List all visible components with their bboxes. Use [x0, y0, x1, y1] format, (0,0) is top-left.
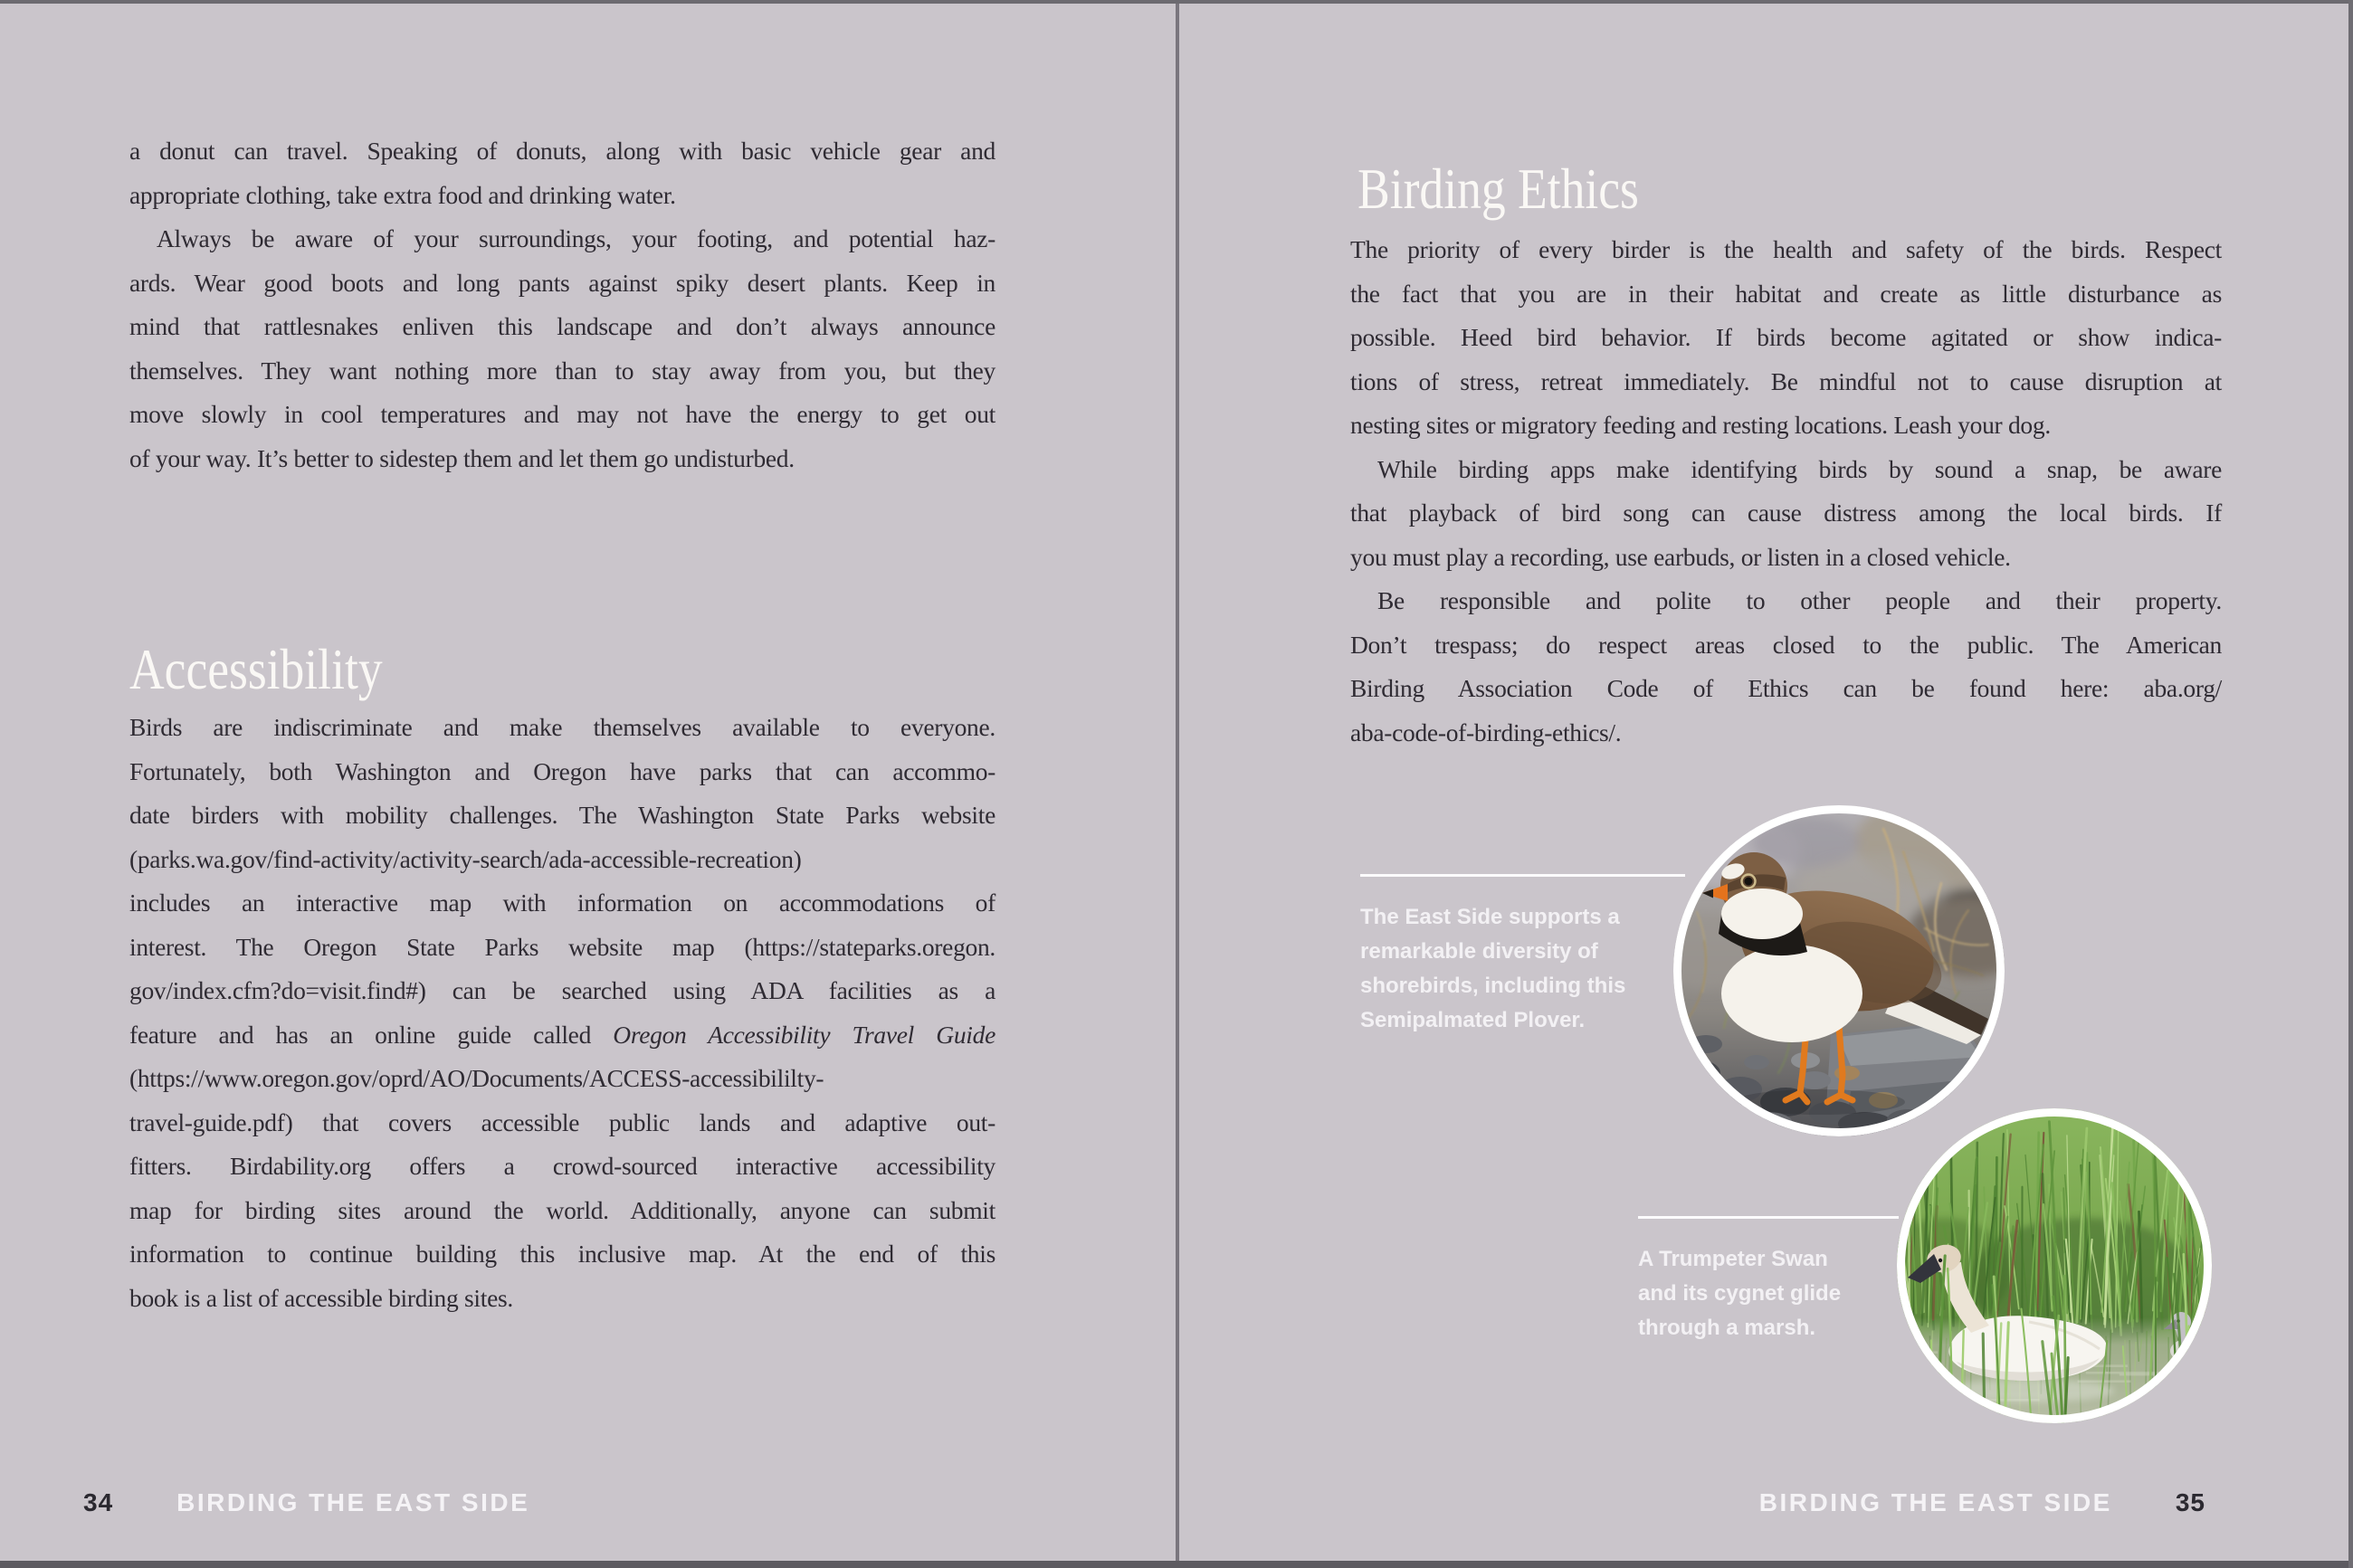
scan-edge-bottom	[0, 1561, 2353, 1568]
text-line: The East Side supports a	[1360, 905, 1620, 929]
text-line: of your way. It’s better to sidestep them and let them go undisturbed.	[129, 443, 795, 472]
text-line: move slowly in cool temperatures and may not have the energy to get out	[129, 400, 996, 428]
text-line: Semipalmated Plover.	[1360, 1008, 1586, 1032]
text-line: travel-guide.pdf) that covers accessible public lands and adaptive out-	[129, 1107, 996, 1136]
scan-edge-right	[2348, 0, 2353, 1568]
text-line: that playback of bird song can cause distress among the local birds. If	[1350, 499, 2222, 527]
right-page-footer	[1759, 1488, 2205, 1517]
text-line: shorebirds, including this	[1360, 974, 1626, 998]
text-line: Be responsible and polite to other people and their property.	[1377, 586, 2222, 614]
text-line: includes an interactive map with information on accommodations of	[129, 889, 996, 917]
semipalmated-plover-photo	[1670, 802, 2008, 1140]
section-heading-birding-ethics: Birding Ethics	[1358, 157, 1639, 222]
text-line: The priority of every birder is the health and safety of the birds. Respect	[1350, 235, 2222, 263]
text-line: tions of stress, retreat immediately. Be mindful not to cause disruption at	[1350, 366, 2222, 395]
caption-rule	[1638, 1216, 1899, 1219]
text-line: and its cygnet glide	[1638, 1281, 1842, 1306]
caption-plover	[1360, 874, 1686, 1038]
scan-edge-top	[0, 0, 2353, 4]
caption-swan	[1638, 1216, 1900, 1345]
running-head: BIRDING THE EAST SIDE	[176, 1488, 530, 1516]
paragraph	[129, 129, 996, 217]
text-line: feature and has an online guide called Oregon Accessibility Travel Guide	[129, 1020, 996, 1049]
text-line: (parks.wa.gov/find-activity/activity-search/ada-accessible-recreation)	[129, 844, 802, 873]
left-body-bottom	[129, 706, 996, 1320]
text-line: remarkable diversity of	[1360, 939, 1598, 964]
paragraph	[129, 217, 996, 480]
page-number: 35	[2175, 1488, 2205, 1516]
section-heading-accessibility: Accessibility	[129, 638, 383, 702]
text-line: aba-code-of-birding-ethics/.	[1350, 717, 1622, 746]
paragraph	[129, 706, 996, 1320]
text-line: gov/index.cfm?do=visit.find#) can be searched using ADA facilities as a	[129, 976, 996, 1004]
text-line: Don’t trespass; do respect areas closed to the public. The American	[1350, 630, 2222, 659]
left-page-footer	[83, 1488, 529, 1517]
page-number: 34	[83, 1488, 114, 1516]
caption-rule	[1360, 874, 1685, 877]
text-line: fitters. Birdability.org offers a crowd-sourced interactive accessibility	[129, 1152, 996, 1180]
running-head: BIRDING THE EAST SIDE	[1758, 1488, 2112, 1516]
text-line: mind that rattlesnakes enliven this landscape and don’t always announce	[129, 312, 996, 340]
text-line: ards. Wear good boots and long pants against spiky desert plants. Keep in	[129, 268, 996, 297]
text-line: nesting sites or migratory feeding and resting locations. Leash your dog.	[1350, 411, 2051, 439]
text-line: information to continue building this inclusive map. At the end of this	[129, 1240, 996, 1268]
text-line: Birding Association Code of Ethics can be found here: aba.org/	[1350, 674, 2222, 702]
text-line: themselves. They want nothing more than to stay away from you, but they	[129, 356, 996, 385]
right-body	[1350, 228, 2222, 755]
paragraph	[1350, 448, 2222, 580]
text-line: appropriate clothing, take extra food and drinking water.	[129, 180, 676, 209]
text-line: date birders with mobility challenges. The Washington State Parks website	[129, 801, 996, 829]
trumpeter-swan-photo	[1893, 1105, 2215, 1427]
text-line: map for birding sites around the world. Additionally, anyone can submit	[129, 1195, 996, 1224]
text-line: interest. The Oregon State Parks website map (https://stateparks.oregon.	[129, 932, 996, 961]
text-line: (https://www.oregon.gov/oprd/AO/Documents/ACCESS-accessibililty-	[129, 1064, 824, 1092]
text-line: book is a list of accessible birding sites.	[129, 1283, 513, 1312]
text-line: through a marsh.	[1638, 1316, 1816, 1340]
left-body-top	[129, 129, 996, 480]
text-line: A Trumpeter Swan	[1638, 1247, 1828, 1271]
text-line: While birding apps make identifying birds by sound a snap, be aware	[1377, 454, 2222, 483]
text-line: the fact that you are in their habitat and create as little disturbance as	[1350, 279, 2222, 308]
text-line: Birds are indiscriminate and make themselves available to everyone.	[129, 713, 996, 741]
paragraph	[1350, 228, 2222, 448]
text-line: Always be aware of your surroundings, your footing, and potential haz-	[157, 224, 996, 252]
text-line: you must play a recording, use earbuds, or listen in a closed vehicle.	[1350, 542, 2011, 571]
text-line: possible. Heed bird behavior. If birds become agitated or show indica-	[1350, 323, 2222, 351]
text-line: a donut can travel. Speaking of donuts, along with basic vehicle gear and	[129, 137, 996, 165]
page-gutter	[1176, 0, 1179, 1568]
paragraph	[1350, 579, 2222, 755]
text-line: Fortunately, both Washington and Oregon have parks that can accommo-	[129, 756, 996, 785]
